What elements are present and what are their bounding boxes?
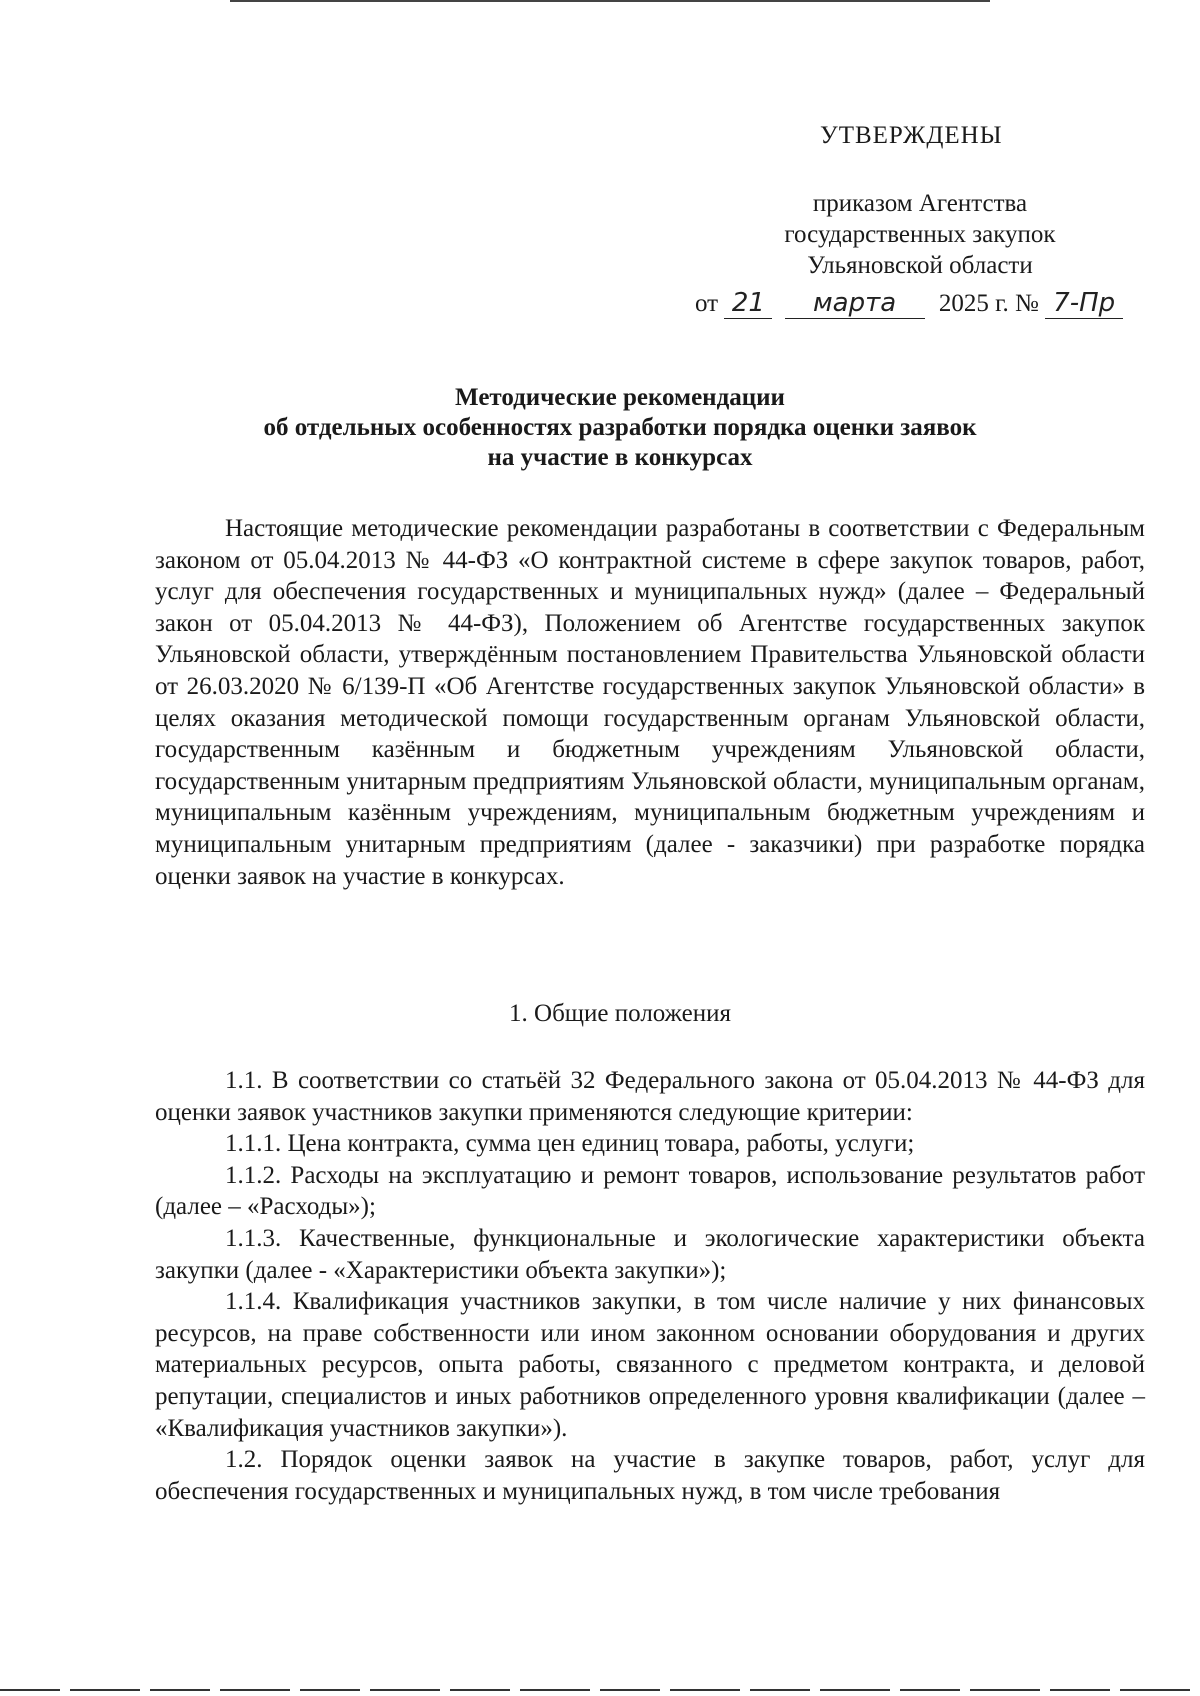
approval-line-1: приказом Агентства	[812, 190, 1028, 217]
paragraph-1-2: 1.2. Порядок оценки заявок на участие в закупке товаров, работ, услуг для обеспечения государственных и муниципальных нужд, в том числе требования	[155, 1446, 1145, 1505]
scan-edge-top	[230, 0, 990, 2]
approval-line-3: Ульяновской области	[807, 252, 1033, 279]
approval-line-2: государственных закупок	[784, 221, 1056, 248]
document-title	[120, 383, 1120, 473]
handwritten-day: 21	[724, 288, 772, 319]
date-prefix: от	[695, 290, 719, 317]
paragraph-1-1: 1.1. В соответствии со статьёй 32 Федерального закона от 05.04.2013 № 44-ФЗ для оценки заявок участников закупки применяются следующие критерии:	[155, 1067, 1145, 1126]
approval-heading: УТВЕРЖДЕНЫ	[820, 122, 1003, 149]
scan-edge-bottom	[0, 1689, 1200, 1691]
date-year: 2025 г. №	[938, 290, 1039, 317]
paragraph-1-1-3: 1.1.3. Качественные, функциональные и экологические характеристики объекта закупки (далее - «Характеристики объекта закупки»);	[155, 1224, 1145, 1284]
section-1-body	[155, 1065, 1145, 1507]
intro-section	[155, 513, 1145, 892]
section-1-heading: 1. Общие положения	[509, 1000, 731, 1027]
intro-paragraph: Настоящие методические рекомендации разработаны в соответствии с Федеральным законом от 05.04.2013 № 44-ФЗ «О контрактной системе в сфере закупок товаров, работ, услуг для обеспечения государственных и муниципальных нужд» (далее – Федеральный закон от 05.04.2013 № 44-ФЗ), Положением об Агентстве государственных закупок Ульяновской области, утверждённым постановлением Правительства Ульяновской области от 26.03.2020 № 6/139-П «Об Агентстве государственных закупок Ульяновской области» в целях оказания методической помощи государственным органам Ульяновской области, государственным казённым и бюджетным учреждениям Ульяновской области, государственным унитарным предприятиям Ульяновской области, муниципальным органам, муниципальным казённым учреждениям, муниципальным бюджетным учреждениям и муниципальным унитарным предприятиям (далее - заказчики) при разработке порядка оценки заявок на участие в конкурсах.	[155, 515, 1145, 890]
title-line-3: на участие в конкурсах	[487, 444, 753, 471]
approval-date-line	[695, 288, 1123, 319]
title-line-2: об отдельных особенностях разработки порядка оценки заявок	[263, 414, 977, 441]
paragraph-1-1-4: 1.1.4. Квалификация участников закупки, в том числе наличие у них финансовых ресурсов, на праве собственности или ином законном основании оборудования и других материальных ресурсов, опыта работы, связанного с предметом контракта, и деловой репутации, специалистов и иных работников определенного уровня квалификации (далее – «Квалификация участников закупки»).	[155, 1288, 1145, 1442]
handwritten-month: марта	[785, 288, 925, 319]
approval-block	[760, 188, 1080, 281]
handwritten-order-number: 7-Пр	[1045, 288, 1123, 319]
paragraph-1-1-1: 1.1.1. Цена контракта, сумма цен единиц товара, работы, услуги;	[225, 1130, 915, 1158]
paragraph-1-1-2: 1.1.2. Расходы на эксплуатацию и ремонт товаров, использование результатов работ (далее – «Расходы»);	[155, 1161, 1145, 1221]
title-line-1: Методические рекомендации	[455, 384, 785, 411]
